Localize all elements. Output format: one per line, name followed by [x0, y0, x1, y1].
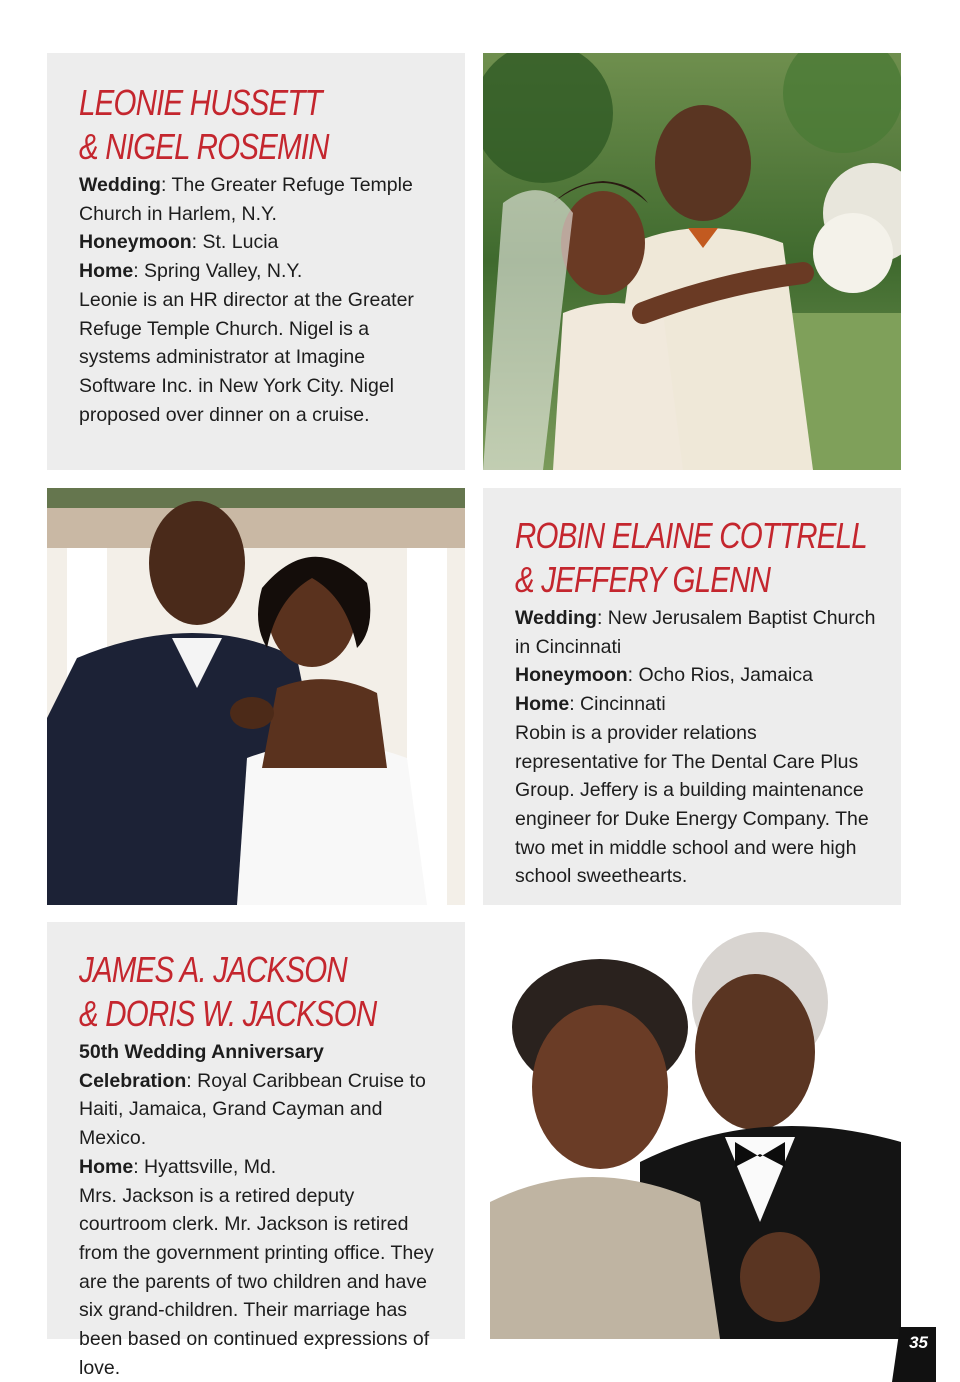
- home-value: : Cincinnati: [569, 693, 666, 716]
- couple-card-hussett-rosemin: [47, 53, 465, 470]
- couple-story: Mrs. Jackson is a retired deputy courtroom clerk. Mr. Jackson is retired from the government printing office. They are the parents of two children and have six grand-children. Their marriage has been based on continued expressions of love.: [79, 1184, 434, 1379]
- wedding-label: Wedding: [515, 607, 597, 629]
- couple-details: [515, 604, 881, 891]
- couple-story: Robin is a provider relations representative for The Dental Care Plus Group. Jeffery is a building maintenance engineer for Duke Energy Company. The two met in middle school and were high school sweethearts.: [515, 721, 869, 888]
- couple-card-jackson: [47, 922, 465, 1379]
- name-line-2: & DORIS W. JACKSON: [79, 993, 377, 1034]
- photo-jackson: [490, 922, 901, 1339]
- home-label: Home: [79, 260, 134, 283]
- couple-card-cottrell-glenn: [483, 488, 901, 905]
- home-value: : Hyattsville, Md.: [133, 1155, 277, 1178]
- page-number: 35: [909, 1333, 928, 1352]
- couple-details: [79, 171, 445, 429]
- anniversary-heading: 50th Wedding Anniversary: [79, 1041, 324, 1063]
- couple-names: [79, 81, 379, 169]
- couple-names: [79, 948, 379, 1036]
- honeymoon-label: Honeymoon: [515, 664, 628, 687]
- honeymoon-value: : Ocho Rios, Jamaica: [627, 664, 813, 687]
- honeymoon-label: Honeymoon: [79, 231, 192, 254]
- wedding-value: : The Greater Refuge Temple Church in Harlem, N.Y.: [79, 174, 413, 225]
- celebration-value: : Royal Caribbean Cruise to Haiti, Jamaica, Grand Cayman and Mexico.: [79, 1069, 426, 1150]
- name-line-1: ROBIN ELAINE COTTRELL: [515, 515, 867, 556]
- wedding-value: : New Jerusalem Baptist Church in Cincinnati: [515, 607, 876, 658]
- home-value: : Spring Valley, N.Y.: [133, 260, 303, 283]
- wedding-label: Wedding: [79, 174, 161, 196]
- couple-details: [79, 1038, 445, 1382]
- photo-cottrell-glenn: [47, 488, 465, 905]
- couple-names: [515, 514, 867, 602]
- photo-hussett-rosemin: [483, 53, 901, 470]
- celebration-label: Celebration: [79, 1069, 187, 1092]
- couple-story: Leonie is an HR director at the Greater Refuge Temple Church. Nigel is a systems administrator at Imagine Software Inc. in New York City. Nigel proposed over dinner on a cruise.: [79, 288, 414, 426]
- name-line-1: LEONIE HUSSETT: [79, 82, 322, 123]
- home-label: Home: [515, 693, 570, 716]
- name-line-2: & JEFFERY GLENN: [515, 559, 771, 600]
- home-label: Home: [79, 1155, 134, 1178]
- name-line-2: & NIGEL ROSEMIN: [79, 126, 329, 167]
- honeymoon-value: : St. Lucia: [191, 231, 279, 254]
- name-line-1: JAMES A. JACKSON: [79, 949, 347, 990]
